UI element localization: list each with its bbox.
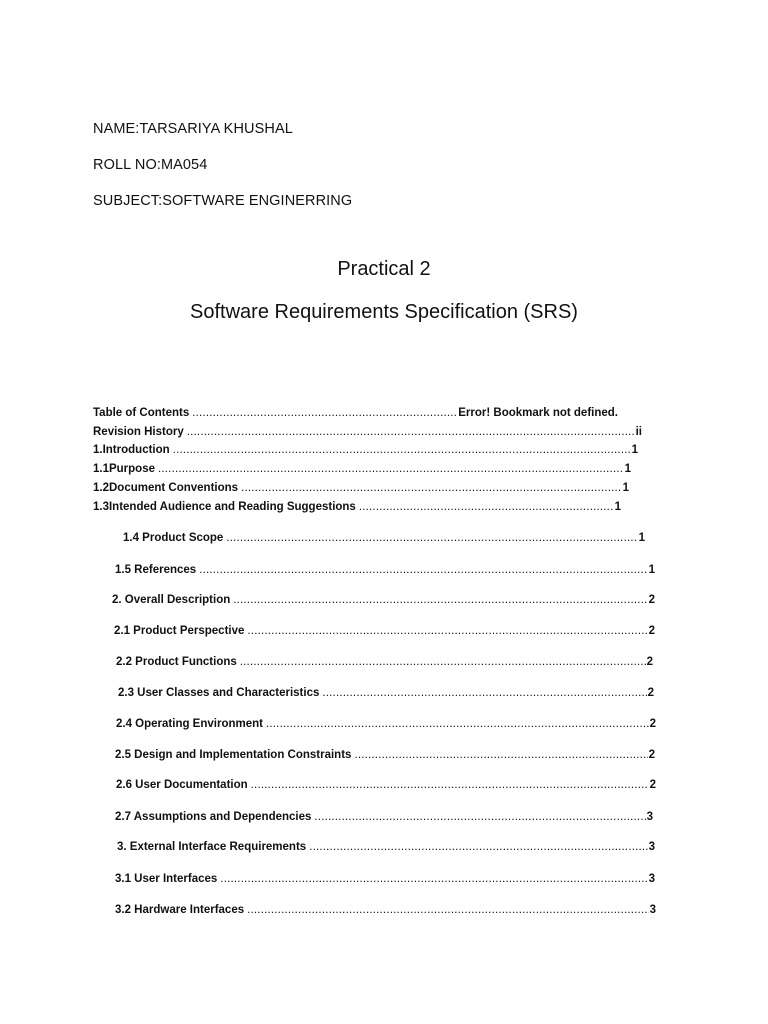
toc-leader	[247, 623, 647, 639]
toc-leader	[354, 747, 647, 763]
toc-entry-page: 1	[624, 463, 631, 475]
practical-title: Practical 2	[337, 258, 431, 280]
toc-entry[interactable]	[114, 623, 655, 639]
toc-entry[interactable]	[93, 424, 642, 440]
toc-entry-page: 2	[649, 718, 656, 730]
toc-leader	[266, 716, 649, 732]
toc-entry-page: Error! Bookmark not defined.	[458, 407, 618, 419]
toc-entry[interactable]	[115, 809, 653, 825]
toc-entry-page: 3	[646, 811, 653, 823]
toc-entry[interactable]	[116, 654, 653, 670]
toc-leader	[251, 777, 649, 793]
toc-entry[interactable]	[118, 685, 654, 701]
toc-entry-page: 3	[648, 873, 655, 885]
toc-leader	[158, 461, 624, 477]
toc-entry-label: 1.4 Product Scope	[123, 532, 224, 544]
toc-entry-page: 1	[622, 482, 629, 494]
toc-entry-page: 2	[646, 656, 653, 668]
toc-entry-label: 2.3 User Classes and Characteristics	[118, 687, 320, 699]
toc-entry[interactable]	[116, 777, 656, 793]
toc-entry-page: 2	[648, 594, 655, 606]
toc-leader	[199, 562, 647, 578]
toc-entry-label: 3.1 User Interfaces	[115, 873, 218, 885]
subject: SUBJECT:SOFTWARE ENGINERRING	[93, 193, 353, 209]
toc-entry-page: 1	[614, 501, 621, 513]
toc-entry-label: 1.3Intended Audience and Reading Suggestions	[93, 501, 356, 513]
toc-leader	[187, 424, 635, 440]
toc-entry-label: 2.7 Assumptions and Dependencies	[115, 811, 312, 823]
toc-entry-page: 1	[638, 532, 645, 544]
toc-leader	[240, 654, 646, 670]
toc-leader	[359, 499, 614, 515]
toc-entry-label: 1.Introduction	[93, 444, 170, 456]
toc-entry[interactable]	[93, 442, 638, 458]
toc-entry-label: Table of Contents	[93, 407, 190, 419]
toc-entry-page: 3	[649, 904, 656, 916]
toc-entry-label: 1.1Purpose	[93, 463, 155, 475]
toc-entry-label: 3.2 Hardware Interfaces	[115, 904, 245, 916]
student-name: NAME:TARSARIYA KHUSHAL	[93, 121, 293, 137]
toc-entry[interactable]	[123, 530, 645, 546]
toc-leader	[226, 530, 637, 546]
toc-entry[interactable]	[115, 562, 655, 578]
toc-entry-label: 2.4 Operating Environment	[116, 718, 263, 730]
toc-entry-label: 1.5 References	[115, 564, 197, 576]
toc-entry-page: 2	[648, 625, 655, 637]
toc-leader	[322, 685, 646, 701]
toc-entry-page: 1	[648, 564, 655, 576]
toc-entry-label: 2.2 Product Functions	[116, 656, 237, 668]
toc-entry[interactable]	[93, 480, 629, 496]
toc-entry-label: 2.1 Product Perspective	[114, 625, 245, 637]
toc-entry-page: 1	[631, 444, 638, 456]
toc-leader	[173, 442, 631, 458]
toc-entry[interactable]	[115, 871, 655, 887]
toc-entry-label: 2. Overall Description	[112, 594, 231, 606]
toc-entry[interactable]	[115, 747, 655, 763]
toc-entry[interactable]	[116, 716, 656, 732]
toc-leader	[220, 871, 647, 887]
document-title: Software Requirements Specification (SRS)	[190, 301, 578, 323]
toc-entry-label: 3. External Interface Requirements	[117, 841, 307, 853]
toc-entry-page: 2	[648, 749, 655, 761]
toc-leader	[314, 809, 645, 825]
toc-entry-page: 2	[647, 687, 654, 699]
toc-entry-page: 3	[648, 841, 655, 853]
toc-leader	[309, 839, 647, 855]
toc-entry[interactable]	[93, 405, 618, 421]
toc-entry[interactable]	[117, 839, 655, 855]
toc-entry-label: 1.2Document Conventions	[93, 482, 239, 494]
toc-entry-page: 2	[649, 779, 656, 791]
toc-leader	[247, 902, 648, 918]
toc-entry[interactable]	[115, 902, 656, 918]
toc-entry[interactable]	[93, 499, 621, 515]
toc-leader	[233, 592, 647, 608]
toc-entry[interactable]	[93, 461, 631, 477]
toc-entry-label: Revision History	[93, 426, 184, 438]
toc-entry-label: 2.5 Design and Implementation Constraints	[115, 749, 352, 761]
roll-number: ROLL NO:MA054	[93, 157, 208, 173]
toc-leader	[241, 480, 622, 496]
toc-entry-page: ii	[635, 426, 642, 438]
toc-entry[interactable]	[112, 592, 655, 608]
toc-entry-label: 2.6 User Documentation	[116, 779, 248, 791]
toc-leader	[192, 405, 457, 421]
